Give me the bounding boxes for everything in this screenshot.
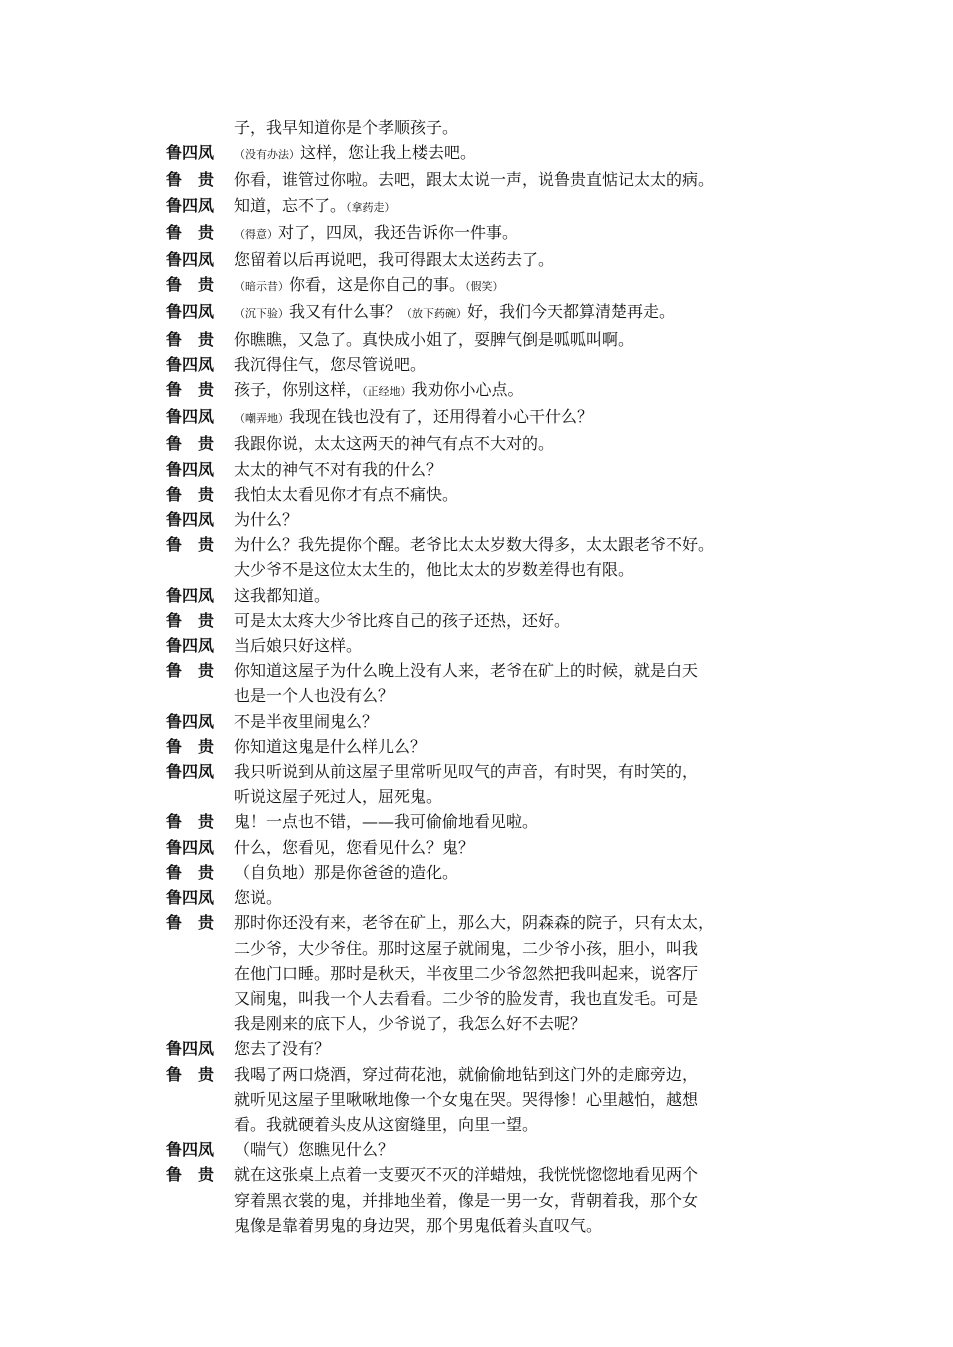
dialogue-text: 太太的神气不对有我的什么？ xyxy=(234,459,443,479)
speaker-name: 鲁 贵 xyxy=(166,1064,215,1084)
stage-direction: （正经地） xyxy=(362,385,412,399)
dialogue-line xyxy=(166,910,806,935)
dialogue-line xyxy=(166,835,806,860)
dialogue-continuation-line xyxy=(166,1087,806,1112)
line-content xyxy=(234,583,806,608)
line-content xyxy=(234,809,806,834)
stage-direction: （没有办法） xyxy=(234,148,300,162)
line-content xyxy=(234,608,806,633)
dialogue-text: 对了，四凤，我还告诉你一件事。 xyxy=(278,222,519,242)
speaker-name: 鲁四凤 xyxy=(166,1039,215,1059)
dialogue-continuation-line xyxy=(166,961,806,986)
dialogue-text: 当后娘只好这样。 xyxy=(234,636,363,656)
dialogue-line xyxy=(166,352,806,377)
speaker-name: 鲁四凤 xyxy=(166,143,215,163)
line-content xyxy=(234,220,806,247)
line-content xyxy=(234,734,806,759)
speaker-name: 鲁四凤 xyxy=(166,636,215,656)
speaker-name: 鲁 贵 xyxy=(166,736,215,756)
line-content xyxy=(234,115,806,140)
speaker-name: 鲁 贵 xyxy=(166,434,215,454)
dialogue-text: 你瞧瞧，又急了。真快成小姐了，耍脾气倒是呱呱叫啊。 xyxy=(234,329,635,349)
speaker-name: 鲁 贵 xyxy=(166,170,215,190)
line-content xyxy=(234,1011,806,1036)
dialogue-continuation-line xyxy=(166,1188,806,1213)
dialogue-line xyxy=(166,1062,806,1087)
speaker-name: 鲁 贵 xyxy=(166,610,215,630)
line-content xyxy=(234,167,806,192)
dialogue-text: 鬼！一点也不错，——我可偷偷地看见啦。 xyxy=(234,812,539,832)
line-content xyxy=(234,910,806,935)
dialogue-text: 知道，忘不了。 xyxy=(234,195,347,215)
dialogue-line xyxy=(166,507,806,532)
dialogue-line xyxy=(166,885,806,910)
dialogue-line xyxy=(166,709,806,734)
line-content xyxy=(234,860,806,885)
dialogue-text: 为什么？ xyxy=(234,510,299,530)
dialogue-text: 这样，您让我上楼去吧。 xyxy=(300,143,477,163)
dialogue-text: 我是刚来的底下人，少爷说了，我怎么好不去呢？ xyxy=(234,1014,587,1034)
dialogue-continuation-line xyxy=(166,784,806,809)
dialogue-text: 也是一个人也没有么？ xyxy=(234,686,395,706)
dialogue-text: 你看，这是你自己的事。 xyxy=(289,275,466,295)
dialogue-line xyxy=(166,734,806,759)
line-content xyxy=(234,1137,806,1162)
line-content xyxy=(234,140,806,167)
line-content xyxy=(234,1188,806,1213)
dialogue-line xyxy=(166,860,806,885)
line-content xyxy=(234,1162,806,1187)
line-content xyxy=(234,247,806,272)
speaker-name: 鲁 贵 xyxy=(166,1165,215,1185)
line-content xyxy=(234,683,806,708)
dialogue-line xyxy=(166,220,806,247)
speaker-name: 鲁四凤 xyxy=(166,837,215,857)
line-content xyxy=(234,272,806,299)
dialogue-text: 我劝你小心点。 xyxy=(411,380,524,400)
speaker-name: 鲁四凤 xyxy=(166,585,215,605)
dialogue-text: 在他门口睡。那时是秋天，半夜里二少爷忽然把我叫起来，说客厅 xyxy=(234,963,699,983)
speaker-name: 鲁四凤 xyxy=(166,354,215,374)
dialogue-continuation-line xyxy=(166,115,806,140)
dialogue-text: 看。我就硬着头皮从这窗缝里，向里一望。 xyxy=(234,1114,539,1134)
dialogue-line xyxy=(166,809,806,834)
dialogue-line xyxy=(166,299,806,326)
dialogue-line xyxy=(166,140,806,167)
line-content xyxy=(234,759,806,784)
dialogue-text: 大少爷不是这位太太生的，他比太太的岁数差得也有限。 xyxy=(234,560,635,580)
line-content xyxy=(234,658,806,683)
speaker-name: 鲁 贵 xyxy=(166,380,215,400)
dialogue-line xyxy=(166,633,806,658)
dialogue-text: 您留着以后再说吧，我可得跟太太送药去了。 xyxy=(234,250,555,270)
dialogue-text: 您去了没有？ xyxy=(234,1039,331,1059)
line-content xyxy=(234,1062,806,1087)
dialogue-line xyxy=(166,193,806,220)
speaker-name: 鲁 贵 xyxy=(166,222,215,242)
dialogue-text: 我沉得住气，您尽管说吧。 xyxy=(234,354,427,374)
dialogue-text: 什么，您看见，您看见什么？鬼？ xyxy=(234,837,475,857)
dialogue-line xyxy=(166,658,806,683)
dialogue-text: 我怕太太看见你才有点不痛快。 xyxy=(234,484,459,504)
speaker-name: 鲁 贵 xyxy=(166,329,215,349)
line-content xyxy=(234,709,806,734)
dialogue-continuation-line xyxy=(166,683,806,708)
line-content xyxy=(234,1036,806,1061)
dialogue-line xyxy=(166,247,806,272)
dialogue-continuation-line xyxy=(166,986,806,1011)
dialogue-line xyxy=(166,327,806,352)
dialogue-text: 为什么？我先提你个醒。老爷比太太岁数大得多，太太跟老爷不好。 xyxy=(234,535,715,555)
dialogue-text: 我跟你说，太太这两天的神气有点不大对的。 xyxy=(234,434,555,454)
dialogue-text: 就听见这屋子里啾啾地像一个女鬼在哭。哭得惨！心里越怕，越想 xyxy=(234,1089,699,1109)
dialogue-text: 就在这张桌上点着一支要灭不灭的洋蜡烛，我恍恍惚惚地看见两个 xyxy=(234,1165,699,1185)
speaker-name: 鲁四凤 xyxy=(166,888,215,908)
line-content xyxy=(234,557,806,582)
dialogue-line xyxy=(166,377,806,404)
dialogue-line xyxy=(166,1162,806,1187)
dialogue-text: 听说这屋子死过人，屈死鬼。 xyxy=(234,787,443,807)
dialogue-continuation-line xyxy=(166,936,806,961)
dialogue-text: 孩子，你别这样， xyxy=(234,380,363,400)
speaker-name: 鲁 贵 xyxy=(166,484,215,504)
stage-direction: （假笑） xyxy=(465,280,504,294)
speaker-name: 鲁四凤 xyxy=(166,250,215,270)
dialogue-line xyxy=(166,1137,806,1162)
speaker-name: 鲁四凤 xyxy=(166,195,215,215)
script-page xyxy=(166,115,806,1238)
line-content xyxy=(234,507,806,532)
speaker-name: 鲁四凤 xyxy=(166,302,215,322)
dialogue-continuation-line xyxy=(166,1213,806,1238)
line-content xyxy=(234,482,806,507)
dialogue-text: 这我都知道。 xyxy=(234,585,331,605)
dialogue-text: 不是半夜里闹鬼么？ xyxy=(234,711,379,731)
stage-direction: （放下药碗） xyxy=(401,307,468,321)
line-content xyxy=(234,961,806,986)
line-content xyxy=(234,404,806,431)
speaker-name: 鲁 贵 xyxy=(166,862,215,882)
speaker-name: 鲁四凤 xyxy=(166,1140,215,1160)
stage-direction: （拿药走） xyxy=(346,200,396,214)
line-content xyxy=(234,936,806,961)
speaker-name: 鲁 贵 xyxy=(166,535,215,555)
line-content xyxy=(234,1213,806,1238)
dialogue-text: 我喝了两口烧酒，穿过荷花池，就偷偷地钻到这门外的走廊旁边， xyxy=(234,1064,699,1084)
line-content xyxy=(234,1112,806,1137)
dialogue-line xyxy=(166,583,806,608)
stage-direction: （得意） xyxy=(234,227,278,241)
dialogue-text: （喘气）您瞧见什么？ xyxy=(234,1140,395,1160)
stage-direction: （暗示昔） xyxy=(234,280,289,294)
dialogue-text: 又闹鬼，叫我一个人去看看。二少爷的脸发青，我也直发毛。可是 xyxy=(234,988,699,1008)
dialogue-continuation-line xyxy=(166,1112,806,1137)
stage-direction: （沉下验） xyxy=(234,307,289,321)
speaker-name: 鲁 贵 xyxy=(166,275,215,295)
dialogue-line xyxy=(166,167,806,192)
dialogue-text: 我现在钱也没有了，还用得着小心干什么？ xyxy=(289,407,594,427)
dialogue-line xyxy=(166,759,806,784)
dialogue-line xyxy=(166,608,806,633)
dialogue-text: 你知道这屋子为什么晚上没有人来，老爷在矿上的时候，就是白天 xyxy=(234,661,699,681)
speaker-name: 鲁 贵 xyxy=(166,661,215,681)
speaker-name: 鲁四凤 xyxy=(166,459,215,479)
line-content xyxy=(234,633,806,658)
line-content xyxy=(234,193,806,220)
line-content xyxy=(234,377,806,404)
line-content xyxy=(234,835,806,860)
dialogue-text: 我只听说到从前这屋子里常听见叹气的声音，有时哭，有时笑的， xyxy=(234,762,699,782)
dialogue-line xyxy=(166,482,806,507)
dialogue-line xyxy=(166,404,806,431)
line-content xyxy=(234,1087,806,1112)
dialogue-text: （自负地）那是你爸爸的造化。 xyxy=(234,862,459,882)
dialogue-text: 好，我们今天都算清楚再走。 xyxy=(467,302,676,322)
dialogue-line xyxy=(166,431,806,456)
line-content xyxy=(234,327,806,352)
line-content xyxy=(234,885,806,910)
dialogue-text: 那时你还没有来，老爷在矿上，那么大，阴森森的院子，只有太太， xyxy=(234,913,715,933)
dialogue-line xyxy=(166,532,806,557)
dialogue-text: 你知道这鬼是什么样儿么？ xyxy=(234,736,427,756)
line-content xyxy=(234,352,806,377)
dialogue-line xyxy=(166,1036,806,1061)
line-content xyxy=(234,299,806,326)
line-content xyxy=(234,457,806,482)
speaker-name: 鲁 贵 xyxy=(166,812,215,832)
speaker-name: 鲁四凤 xyxy=(166,711,215,731)
line-content xyxy=(234,986,806,1011)
dialogue-text: 我又有什么事？ xyxy=(289,302,402,322)
line-content xyxy=(234,431,806,456)
dialogue-text: 二少爷，大少爷住。那时这屋子就闹鬼，二少爷小孩，胆小，叫我 xyxy=(234,938,699,958)
speaker-name: 鲁 贵 xyxy=(166,913,215,933)
dialogue-text: 子，我早知道你是个孝顺孩子。 xyxy=(234,118,459,137)
dialogue-text: 穿着黑衣裳的鬼，并排地坐着，像是一男一女，背朝着我，那个女 xyxy=(234,1190,699,1210)
dialogue-line xyxy=(166,457,806,482)
speaker-name: 鲁四凤 xyxy=(166,510,215,530)
speaker-name: 鲁四凤 xyxy=(166,407,215,427)
dialogue-continuation-line xyxy=(166,1011,806,1036)
line-content xyxy=(234,784,806,809)
speaker-name: 鲁四凤 xyxy=(166,762,215,782)
line-content xyxy=(234,532,806,557)
dialogue-line xyxy=(166,272,806,299)
stage-direction: （嘲弄地） xyxy=(234,412,289,426)
dialogue-continuation-line xyxy=(166,557,806,582)
dialogue-text: 你看，谁管过你啦。去吧，跟太太说一声，说鲁贵直惦记太太的病。 xyxy=(234,170,715,190)
dialogue-text: 鬼像是靠着男鬼的身边哭，那个男鬼低着头直叹气。 xyxy=(234,1215,603,1235)
dialogue-text: 可是太太疼大少爷比疼自己的孩子还热，还好。 xyxy=(234,610,571,630)
dialogue-text: 您说。 xyxy=(234,888,283,908)
